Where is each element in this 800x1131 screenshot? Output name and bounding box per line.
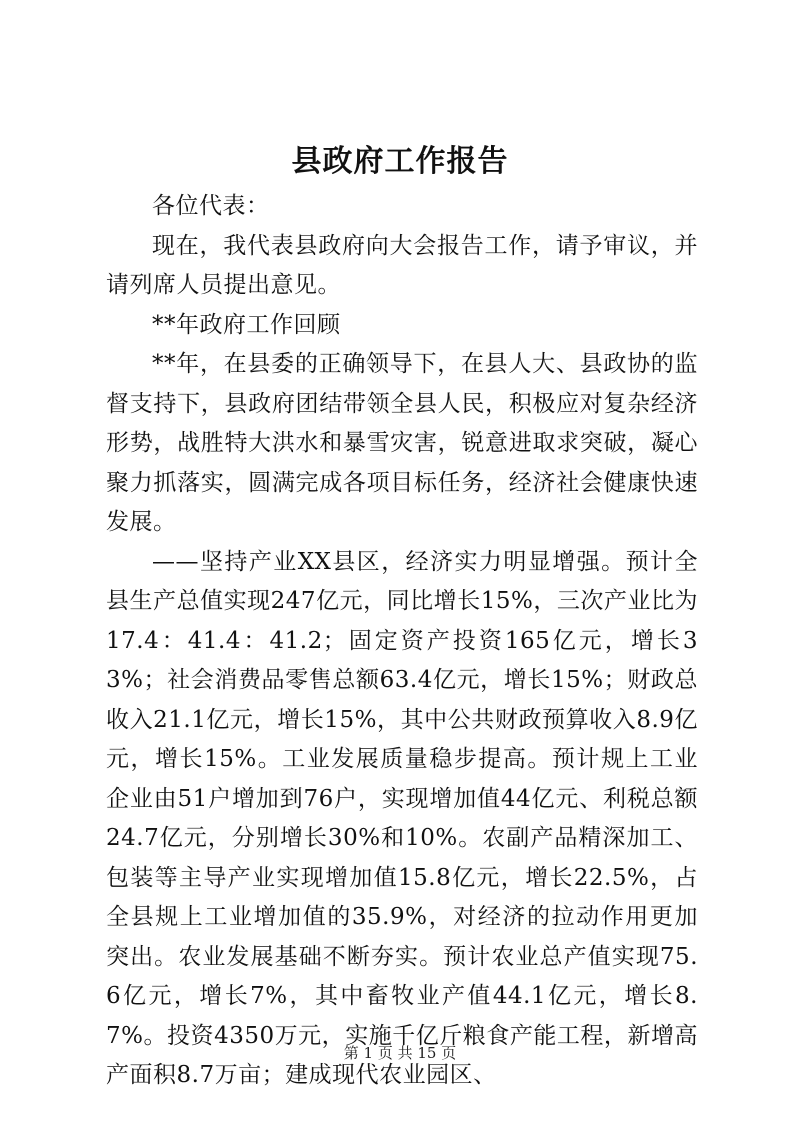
section-heading: **年政府工作回顾	[152, 311, 341, 338]
salutation-paragraph: 各位代表：	[152, 193, 270, 219]
review-paragraph: **年，在县委的正确领导下，在县人大、县政协的监督支持下，县政府团结带领全县人民，积极应对复杂经济形势，战胜特大洪水和暴雪灾害，锐意进取求突破，凝心聚力抓落实，圆满完成各项目标任务，经济社会健康快速发展。	[106, 351, 698, 535]
economy-paragraph: ——坚持产业XX县区，经济实力明显增强。预计全县生产总值实现247亿元，同比增长15%，三次产业比为17.4：41.4：41.2；固定资产投资165亿元，增长33%；社会消费品零售总额63.4亿元，增长15%；财政总收入21.1亿元，增长15%，其中公共财政预算收入8.9亿元，增长15%。工业发展质量稳步提高。预计规上工业企业由51户增加到76户，实现增加值44亿元、利税总额24.7亿元，分别增长30%和10%。农副产品精深加工、包装等主导产业实现增加值15.8亿元，增长22.5%，占全县规上工业增加值的35.9%，对经济的拉动作用更加突出。农业发展基础不断夯实。预计农业总产值实现75.6亿元，增长7%，其中畜牧业产值44.1亿元，增长8.7%。投资4350万元，实施千亿斤粮食产能工程，新增高产面积8.7万亩；建成现代农业园区、	[106, 548, 698, 1088]
document-body	[106, 187, 698, 1096]
document-title: 县政府工作报告	[291, 144, 509, 179]
opening-paragraph: 现在，我代表县政府向大会报告工作，请予审议，并请列席人员提出意见。	[106, 232, 698, 298]
page-footer: 第 1 页 共 15 页	[343, 1044, 457, 1062]
